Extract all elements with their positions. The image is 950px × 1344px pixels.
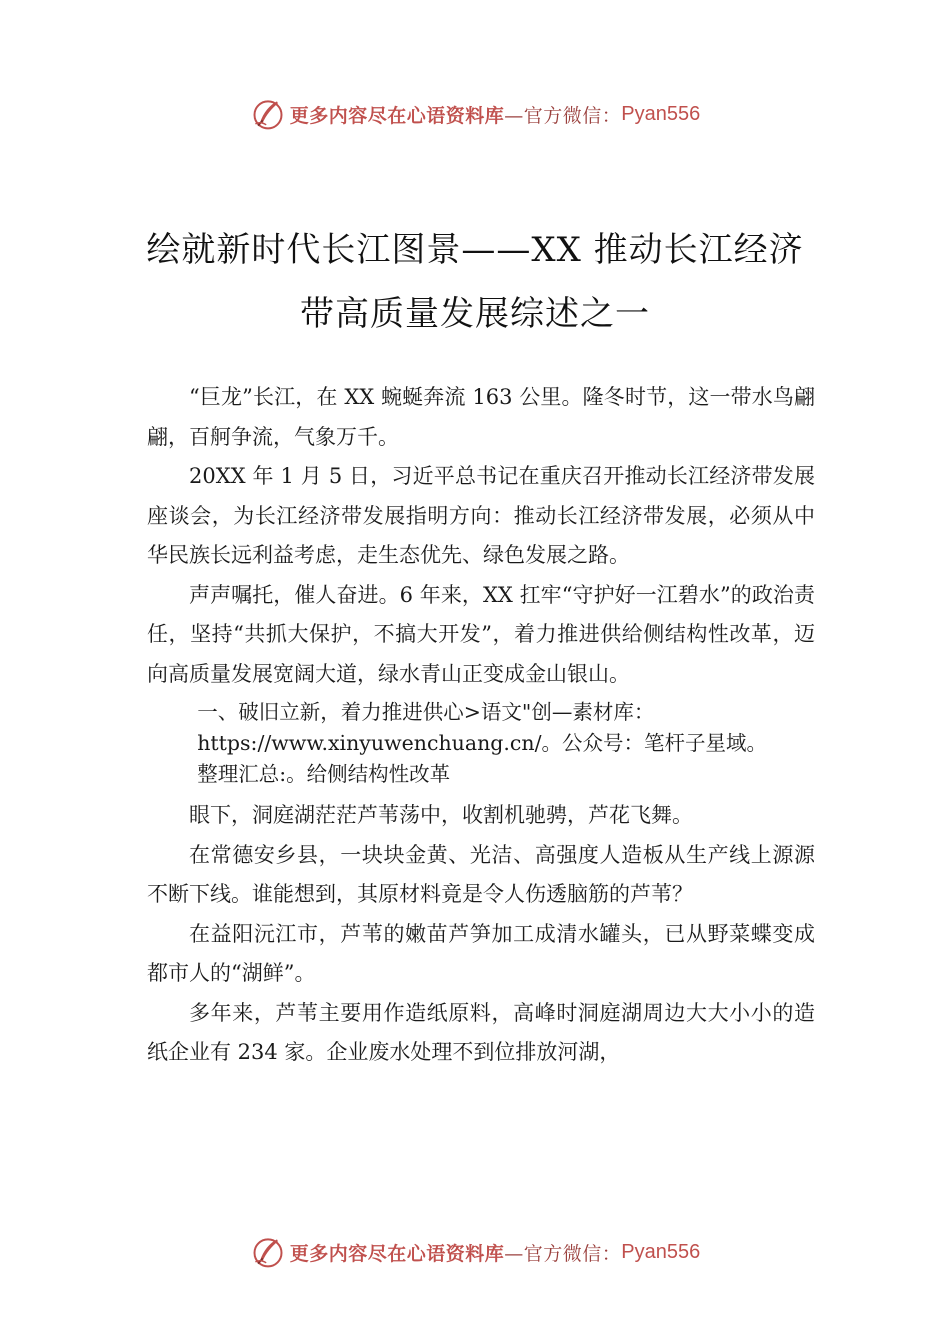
section-heading-1 [147, 697, 815, 790]
title-line-1: 绘就新时代长江图景——XX 推动长江经济 [146, 230, 804, 270]
section-heading-line-3: 整理汇总:。给侧结构性改革 [197, 762, 451, 786]
banner-wechat-id: Pyan556 [621, 1240, 701, 1263]
paragraph-6: 在益阳沅江市，芦苇的嫩苗芦笋加工成清水罐头，已从野菜蝶变成都市人的“湖鲜”。 [147, 921, 815, 985]
section-heading-line-2: https://www.xinyuwenchuang.cn/。公众号：笔杆子星域。 [197, 731, 768, 755]
banner-brand: 更多内容尽在心语资料库 [289, 1242, 505, 1265]
footer-banner [0, 1232, 950, 1272]
document-body [147, 378, 815, 1073]
banner-wechat-id: Pyan556 [621, 102, 701, 125]
paragraph-7: 多年来，芦苇主要用作造纸原料，高峰时洞庭湖周边大大小小的造纸企业有 234 家。企业废水处理不到位排放河湖， [147, 1000, 815, 1064]
banner-separator: —官方微信： [504, 104, 622, 127]
title-line-2: 带高质量发展综述之一 [300, 294, 650, 334]
section-heading-line-1: 一、破旧立新，着力推进供心>语文"创—素材库： [197, 700, 655, 724]
banner-separator: —官方微信： [504, 1242, 622, 1265]
quill-pen-icon [250, 1234, 286, 1270]
paragraph-3: 声声嘱托，催人奋进。6 年来，XX 扛牢“守护好一江碧水”的政治责任，坚持“共抓大保护，不搞大开发”，着力推进供给侧结构性改革，迈向高质量发展宽阔大道，绿水青山正变成金山银山。 [147, 582, 815, 686]
paragraph-2: 20XX 年 1 月 5 日，习近平总书记在重庆召开推动长江经济带发展座谈会，为长江经济带发展指明方向：推动长江经济带发展，必须从中华民族长远利益考虑，走生态优先、绿色发展之路。 [147, 464, 815, 567]
paragraph-4: 眼下，洞庭湖茫茫芦苇荡中，收割机驰骋，芦花飞舞。 [189, 803, 693, 827]
quill-pen-icon [250, 96, 286, 132]
paragraph-5: 在常德安乡县，一块块金黄、光洁、高强度人造板从生产线上源源不断下线。谁能想到，其原材料竟是令人伤透脑筋的芦苇？ [147, 842, 815, 906]
document-title [120, 218, 830, 346]
banner-brand: 更多内容尽在心语资料库 [289, 104, 505, 127]
paragraph-1: “巨龙”长江，在 XX 蜿蜒奔流 163 公里。隆冬时节，这一带水鸟翩翩，百舸争流，气象万千。 [147, 385, 815, 449]
header-banner [0, 94, 950, 134]
